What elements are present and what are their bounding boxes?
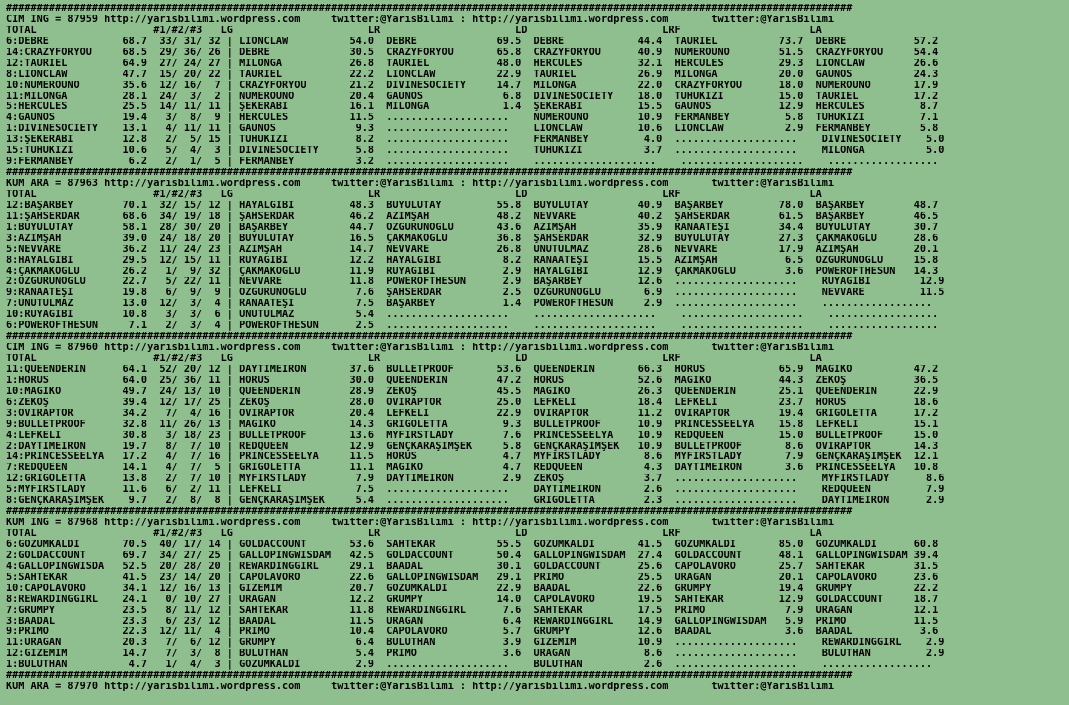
race-header-line: KUM ARA = 87963 http://yarisbilimi.wordpress.com twitter:@YarisBilimi : http://yarisbilimi.wordpress.com twitter:@YarisBilimi [6, 179, 835, 189]
data-row: 5:NEVVARE 36.2 11/ 24/ 23 | AZİMŞAH 14.7 NEVVARE 26.8 ÜNUTULMAZ 28.6 NEVVARE 17.9 AZİMŞAH 20.1 [6, 244, 939, 255]
data-row: 9:BULLETPROOF 32.8 11/ 26/ 13 | MAGIKO 14.3 GRIGOLETTA 9.3 BULLETPROOF 10.9 PRINCESSEELYA 15.8 LEFKELİ 15.1 [6, 419, 939, 430]
data-row: 10:MAGIKO 49.7 24/ 13/ 10 | QUEENDERİN 28.9 ZEKOŞ 45.5 MAGIKO 26.3 QUEENDERİN 25.1 QUEENDERİN 22.9 [6, 386, 939, 397]
data-row: 6:DEBRE 68.7 33/ 31/ 32 | LIONCLAW 54.0 DEBRE 69.5 DEBRE 44.4 TAURIEL 73.7 DEBRE 57.2 [6, 36, 939, 47]
data-row: 9:RANAATEŞİ 19.8 6/ 9/ 9 | ÖZGÜRÜNOĞLU 7.6 ŞAHSERDAR 2.5 ÖZGÜRÜNOĞLU 6.9 .................... NEVVARE 11.5 [6, 288, 945, 299]
data-row: 2:ÖZGÜRÜNOĞLU 22.7 5/ 22/ 11 | NEVVARE 11.8 POWEROFTHESUN 2.9 BAŞARBEY 12.6 .................... RÜYAGİBİ 12.9 [6, 277, 945, 288]
data-row: 14:PRINCESSEELYA 17.2 4/ 7/ 16 | PRINCESSEELYA 11.5 HORUS 4.7 MYFIRSTLADY 8.6 MYFIRSTLADY 7.9 GENÇKARAŞİMŞEK 12.1 [6, 452, 939, 463]
data-row: 11:QUEENDERİN 64.1 52/ 20/ 12 | DAYTIMEIRON 37.6 BULLETPROOF 53.6 QUEENDERİN 66.3 HORUS 65.9 MAGIKO 47.2 [6, 364, 939, 375]
separator-line: ########################################################################################################################################## [6, 332, 853, 343]
data-row: 9:PRIMO 22.3 12/ 11/ 4 | PRIMO 10.4 CAPOLAVORO 5.7 GRUMPY 12.6 BAADAL 3.6 BAADAL 3.6 [6, 627, 939, 638]
data-row: 13:ŞEKERABİ 12.8 2/ 5/ 15 | TUHUKIZI 8.2 .................... FERMANBEY 4.0 .................... DIVINESOCIETY 5.0 [6, 135, 945, 146]
race-header-line: KUM ARA = 87970 http://yarisbilimi.wordpress.com twitter:@YarisBilimi : http://yarisbilimi.wordpress.com twitter:@YarisBilimi [6, 682, 835, 693]
data-row: 8:REWARDINGGIRL 24.1 0/ 10/ 27 | URAGAN 12.2 GRUMPY 14.0 CAPOLAVORO 19.5 SAHTEKAR 12.9 GOLDACCOUNT 18.7 [6, 594, 939, 605]
data-row: 2:DAYTIMEIRON 19.7 8/ 7/ 10 | REDQUEEN 12.9 GENÇKARAŞİMŞEK 5.8 GENÇKARAŞİMŞEK 10.9 BULLETPROOF 8.6 OVIRAPTOR 14.3 [6, 441, 939, 452]
data-row: 8:HAYALGİBİ 29.5 12/ 15/ 11 | RÜYAGİBİ 12.2 HAYALGİBİ 8.2 RANAATEŞİ 15.5 AZİMŞAH 6.5 ÖZGÜRÜNOĞLU 15.8 [6, 255, 939, 266]
data-row: 11:URAGAN 20.3 7/ 6/ 12 | GRUMPY 6.4 BULUTHAN 3.9 GİZEMİM 10.9 .................... REWARDINGGIRL 2.9 [6, 638, 945, 649]
separator-line: ########################################################################################################################################## [6, 671, 853, 682]
data-row: 12:BAŞARBEY 70.1 32/ 15/ 12 | HAYALGİBİ 48.3 BÜYÜLÜTAY 55.8 BÜYÜLÜTAY 40.9 BAŞARBEY 78.0 BAŞARBEY 48.7 [6, 200, 939, 211]
data-row: 5:HERCULES 25.5 14/ 11/ 11 | ŞEKERABİ 16.1 MILONGA 1.4 ŞEKERABİ 15.5 GAUNOS 12.9 HERCULES 8.7 [6, 102, 939, 113]
data-row: 1:HORUS 64.0 25/ 36/ 11 | HORUS 30.0 QUEENDERİN 47.2 HORUS 52.6 MAGIKO 44.3 ZEKOŞ 36.5 [6, 375, 939, 386]
data-row: 1:BÜYÜLÜTAY 58.1 28/ 30/ 20 | BAŞARBEY 44.7 ÖZGÜRÜNOĞLU 43.6 AZİMŞAH 35.9 RANAATEŞİ 34.4 BÜYÜLÜTAY 30.7 [6, 222, 939, 233]
data-row: 5:MYFIRSTLADY 11.6 6/ 2/ 11 | LEFKELİ 7.5 .................... DAYTIMEIRON 2.6 .................... REDQUEEN 7.9 [6, 485, 945, 496]
column-header-line: TOTAL #1/#2/#3 LG LR LD LRF LA [6, 529, 822, 539]
data-row: 12:GRIGOLETTA 13.8 2/ 7/ 10 | MYFIRSTLADY 7.9 DAYTIMEIRON 2.9 ZEKOŞ 3.7 .................... MYFIRSTLADY 8.6 [6, 474, 945, 485]
data-row: 5:SAHTEKAR 41.5 23/ 14/ 20 | CAPOLAVORO 22.6 GALLOPINGWISDAM 29.1 PRIMO 25.5 URAGAN 20.1 CAPOLAVORO 23.6 [6, 572, 939, 583]
data-row: 1:DIVINESOCIETY 13.1 4/ 11/ 11 | GAUNOS 9.3 .................... LIONCLAW 10.6 LIONCLAW 2.9 FERMANBEY 5.8 [6, 124, 939, 135]
data-row: 9:FERMANBEY 6.2 2/ 1/ 5 | FERMANBEY 3.2 .................... .................... .................... .................. [6, 157, 939, 168]
data-row: 7:GRUMPY 23.5 8/ 11/ 12 | SAHTEKAR 11.8 REWARDINGGIRL 7.6 SAHTEKAR 17.5 PRIMO 7.9 URAGAN 12.1 [6, 605, 939, 616]
data-row: 11:MILONGA 28.1 24/ 3/ 2 | NUMEROUNO 20.4 GAUNOS 6.8 DIVINESOCIETY 18.0 TUHUKIZI 15.0 TAURIEL 17.2 [6, 91, 939, 102]
column-header-line: TOTAL #1/#2/#3 LG LR LD LRF LA [6, 189, 822, 200]
data-row: 3:BAADAL 23.3 6/ 23/ 12 | BAADAL 11.5 URAGAN 6.4 REWARDINGGIRL 14.9 GALLOPINGWISDAM 5.9 PRIMO 11.5 [6, 616, 939, 627]
data-row: 14:CRAZYFORYOU 68.5 29/ 36/ 26 | DEBRE 30.5 CRAZYFORYOU 65.8 CRAZYFORYOU 40.9 NUMEROUNO 51.5 CRAZYFORYOU 54.4 [6, 47, 939, 58]
data-row: 6:POWEROFTHESUN 7.1 2/ 3/ 4 | POWEROFTHESUN 2.5 .................... .................... .................... .................. [6, 321, 939, 332]
data-row: 10:CAPOLAVORO 34.1 12/ 16/ 13 | GİZEMİM 20.7 GÖZÜMKALDI 22.9 BAADAL 22.6 GRUMPY 19.4 GRUMPY 22.2 [6, 583, 939, 594]
data-row: 7:ÜNUTULMAZ 13.0 12/ 3/ 4 | RANAATEŞİ 7.5 BAŞARBEY 1.4 POWEROFTHESUN 2.9 .................... .................. [6, 299, 933, 310]
separator-line: ########################################################################################################################################## [6, 4, 853, 14]
race-header-line: KUM ING = 87968 http://yarisbilimi.wordpress.com twitter:@YarisBilimi : http://yarisbilimi.wordpress.com twitter:@YarisBilimi [6, 518, 835, 529]
data-row: 7:REDQUEEN 14.1 4/ 7/ 5 | GRIGOLETTA 11.1 MAGIKO 4.7 REDQUEEN 4.3 DAYTIMEIRON 3.6 PRINCESSEELYA 10.8 [6, 463, 939, 474]
data-row: 4:GALLOPINGWISDA 52.5 20/ 28/ 20 | REWARDINGGIRL 29.1 BAADAL 30.1 GOLDACCOUNT 25.6 CAPOLAVORO 25.7 SAHTEKAR 31.5 [6, 561, 939, 572]
data-row: 10:NUMEROUNO 35.6 12/ 16/ 7 | CRAZYFORYOU 21.2 DIVINESOCIETY 14.7 MILONGA 22.0 CRAZYFORYOU 18.0 NUMEROUNO 17.9 [6, 80, 939, 91]
data-row: 1:BULUTHAN 4.7 1/ 4/ 3 | GÖZÜMKALDI 2.9 .................... BULUTHAN 2.6 .................... .................. [6, 660, 933, 671]
column-header-line: TOTAL #1/#2/#3 LG LR LD LRF LA [6, 25, 822, 36]
data-row: 12:GİZEMİM 14.7 7/ 3/ 8 | BULUTHAN 5.4 PRIMO 3.6 URAGAN 8.6 .................... BULUTHAN 2.9 [6, 649, 945, 660]
data-row: 6:GÖZÜMKALDI 70.5 40/ 17/ 14 | GOLDACCOUNT 53.6 SAHTEKAR 55.5 GÖZÜMKALDI 41.5 GÖZÜMKALDI 85.0 GÖZÜMKALDI 60.8 [6, 539, 939, 550]
data-row: 4:LEFKELİ 30.8 3/ 18/ 23 | BULLETPROOF 13.6 MYFIRSTLADY 7.6 PRINCESSEELYA 10.9 REDQUEEN 15.0 BULLETPROOF 15.0 [6, 430, 939, 441]
data-row: 4:GAUNOS 19.4 3/ 8/ 9 | HERCULES 11.5 .................... NUMEROUNO 10.9 FERMANBEY 5.8 TUHUKIZI 7.1 [6, 113, 939, 124]
data-row: 8:GENÇKARAŞİMŞEK 9.7 2/ 8/ 8 | GENÇKARAŞİMŞEK 5.4 .................... GRIGOLETTA 2.3 .................... DAYTIMEIRON 2.9 [6, 496, 945, 507]
separator-line: ########################################################################################################################################## [6, 507, 853, 518]
data-row: 3:OVIRAPTOR 34.2 7/ 4/ 16 | OVIRAPTOR 20.4 LEFKELİ 22.9 OVIRAPTOR 11.2 OVIRAPTOR 19.4 GRIGOLETTA 17.2 [6, 408, 939, 419]
data-row: 12:TAURIEL 64.9 27/ 24/ 27 | MILONGA 26.8 TAURIEL 48.0 HERCULES 32.1 HERCULES 29.3 LIONCLAW 26.6 [6, 58, 939, 69]
race-header-line: CIM ING = 87959 http://yarisbilimi.wordpress.com twitter:@YarisBilimi : http://yarisbilimi.wordpress.com twitter:@YarisBilimi [6, 14, 835, 25]
column-header-line: TOTAL #1/#2/#3 LG LR LD LRF LA [6, 354, 822, 364]
data-row: 4:ÇAKMAKOĞLU 26.2 1/ 9/ 32 | ÇAKMAKOĞLU 11.9 RÜYAGİBİ 2.9 HAYALGİBİ 12.9 ÇAKMAKOĞLU 3.6 POWEROFTHESUN 14.3 [6, 266, 939, 277]
data-row: 3:AZİMŞAH 39.0 24/ 18/ 20 | BÜYÜLÜTAY 16.5 ÇAKMAKOĞLU 36.8 ŞAHSERDAR 32.9 BÜYÜLÜTAY 27.3 ÇAKMAKOĞLU 28.6 [6, 233, 939, 244]
data-row: 8:LIONCLAW 47.7 15/ 20/ 22 | TAURIEL 22.2 LIONCLAW 22.9 TAURIEL 26.9 MILONGA 20.0 GAUNOS 24.3 [6, 69, 939, 80]
data-row: 15:TUHUKIZI 10.6 5/ 4/ 3 | DIVINESOCIETY 5.8 .................... TUHUKIZI 3.7 .................... MILONGA 5.0 [6, 146, 945, 157]
data-row: 11:ŞAHSERDAR 68.6 34/ 19/ 18 | ŞAHSERDAR 46.2 AZİMŞAH 48.2 NEVVARE 40.2 ŞAHSERDAR 61.5 BAŞARBEY 46.5 [6, 211, 939, 222]
data-row: 10:RÜYAGİBİ 10.8 3/ 3/ 6 | ÜNUTULMAZ 5.4 .................... .................... .................... .................. [6, 310, 939, 321]
data-row: 2:GOLDACCOUNT 69.7 34/ 27/ 25 | GALLOPINGWISDAM 42.5 GOLDACCOUNT 50.4 GALLOPINGWISDAM 27.4 GOLDACCOUNT 48.1 GALLOPINGWISDAM 39.4 [6, 550, 939, 561]
data-row: 6:ZEKOŞ 39.4 12/ 17/ 25 | ZEKOŞ 28.0 OVIRAPTOR 25.0 LEFKELİ 18.4 LEFKELİ 23.7 HORUS 18.6 [6, 397, 939, 408]
separator-line: ########################################################################################################################################## [6, 168, 853, 179]
race-header-line: CIM ING = 87960 http://yarisbilimi.wordpress.com twitter:@YarisBilimi : http://yarisbilimi.wordpress.com twitter:@YarisBilimi [6, 343, 835, 354]
